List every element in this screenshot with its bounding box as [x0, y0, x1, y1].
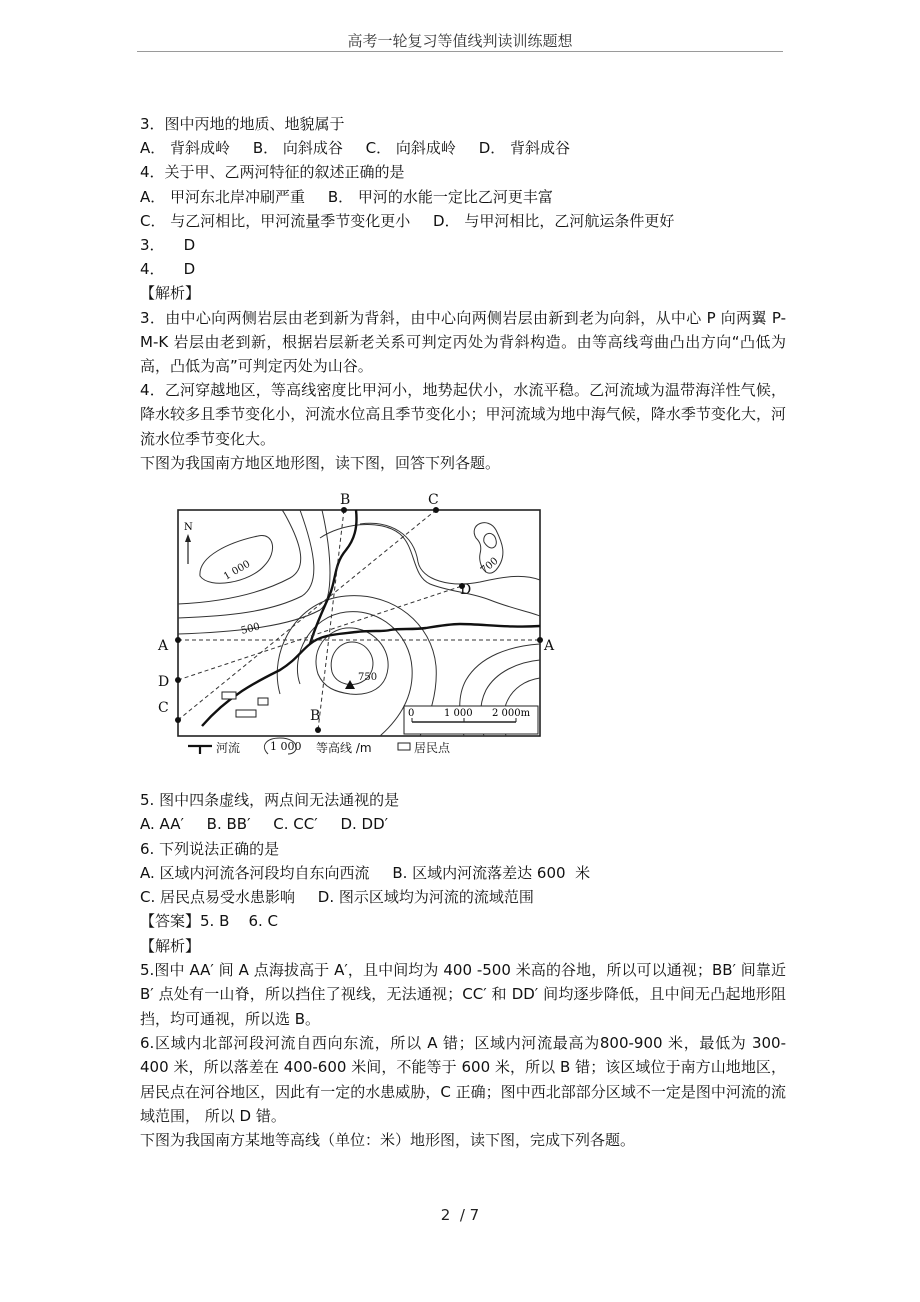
option-d: D. DD′	[340, 815, 389, 834]
option-b: B． 向斜成谷	[252, 139, 343, 158]
river-branch	[310, 510, 357, 644]
header-divider	[137, 51, 783, 52]
legend-contour: 等高线 /m	[316, 741, 372, 755]
page-number: 2 / 7	[440, 1206, 480, 1224]
scale-0: 0	[408, 708, 415, 719]
option-d: D． 与甲河相比，乙河航运条件更好	[433, 211, 675, 230]
option-b: B. BB′	[206, 815, 251, 834]
option-b: B． 甲河的水能一定比乙河更丰富	[327, 187, 553, 206]
scale-1000: 1 000	[444, 708, 473, 719]
label-d: D	[158, 674, 170, 690]
settlements	[222, 692, 268, 717]
option-a: A. 区域内河流各河段均自东向西流	[140, 863, 370, 882]
option-c: C. 居民点易受水患影响	[140, 888, 296, 907]
option-d: D. 图示区域均为河流的流域范围	[317, 888, 534, 907]
answer-4: 4． D	[140, 260, 196, 279]
contour-labels	[222, 556, 501, 683]
explanation-6: 6.区域内北部河段河流自西向东流，所以 A 错；区域内河流最高为800-900 米，最低为 300-400 米，所以落差在 400-600 米间，不能等于 600 米，所以 B 错；该区域位于南方山地地区，居民点在河谷地区，因此有一定的水患威胁，C 正确；图中西北部部分区域不一定是图中河流的流域范围， 所以 D 错。	[140, 1033, 786, 1125]
question-4-options-row1	[140, 185, 786, 209]
legend-river: 河流	[216, 741, 241, 755]
question-4: 4．关于甲、乙两河特征的叙述正确的是	[140, 163, 405, 182]
label-d-prime: D	[460, 582, 472, 598]
label-a-prime: A	[544, 638, 555, 654]
analysis-heading: 【解析】	[140, 284, 201, 303]
label-750: 750	[358, 672, 378, 683]
section-2	[140, 788, 786, 1152]
north-label: N	[184, 522, 193, 533]
option-a: A． 背斜成岭	[140, 139, 231, 158]
river-legend-icon	[188, 746, 212, 754]
label-500: 500	[239, 621, 262, 637]
question-3-options	[140, 136, 786, 160]
label-1000: 1 000	[222, 558, 253, 583]
north-arrow-icon	[184, 522, 193, 564]
question-6: 6. 下列说法正确的是	[140, 839, 280, 858]
question-6-options-row1	[140, 861, 786, 885]
question-4-options-row2	[140, 209, 786, 233]
explanation-5: 5.图中 AA′ 间 A 点海拔高于 A′，且中间均为 400 -500 米高的谷地，所以可以通视；BB′ 间靠近 B′ 点处有一山脊，所以挡住了视线，无法通视；CC′ 和 DD′ 间均逐步降低，且中间无凸起地形阻挡，均可通视，所以选 B。	[140, 961, 786, 1028]
page-header: 高考一轮复习等值线判读训练题想	[347, 32, 573, 50]
figure-intro: 下图为我国南方地区地形图，读下图，回答下列各题。	[140, 453, 501, 472]
explanation-4: 4．乙河穿越地区，等高线密度比甲河小，地势起伏小，水流平稳。乙河流域为温带海洋性气候，降水较多且季节变化小，河流水位高且季节变化小；甲河流域为地中海气候，降水季节变化大，河流水位季节变化大。	[140, 381, 786, 448]
question-6-options-row2	[140, 885, 786, 909]
label-700: 700	[478, 555, 501, 577]
settlement-legend-icon	[398, 743, 410, 750]
section-1	[140, 112, 786, 475]
explanation-3: 3．由中心向两侧岩层由老到新为背斜，由中心向两侧岩层由新到老为向斜，从中心 P 向两翼 P-M-K 岩层由老到新，根据岩层新老关系可判定丙处为背斜构造。由等高线弯曲凸出方向“凸低为高，凸低为高”可判定丙处为山谷。	[140, 308, 786, 376]
scale-2000: 2 000m	[492, 708, 531, 719]
next-figure-intro: 下图为我国南方某地等高线（单位：米）地形图，读下图，完成下列各题。	[140, 1131, 636, 1150]
label-c-prime: C	[158, 700, 169, 716]
option-c: C. CC′	[273, 815, 318, 834]
option-a: A. AA′	[140, 815, 184, 834]
question-5: 5. 图中四条虚线，两点间无法通视的是	[140, 791, 400, 809]
contour-lines	[178, 510, 540, 736]
line-cc	[178, 510, 436, 720]
question-5-options	[140, 812, 786, 836]
option-b: B. 区域内河流落差达 600 米	[392, 863, 591, 882]
answer-3: 3． D	[140, 236, 196, 255]
option-c: C． 与乙河相比，甲河流量季节变化更小	[140, 211, 411, 230]
line-bb	[318, 510, 344, 730]
option-a: A． 甲河东北岸冲刷严重	[140, 187, 306, 206]
label-c: C	[428, 492, 439, 508]
topographic-map	[150, 484, 555, 762]
legend-settlement: 居民点	[414, 741, 451, 755]
analysis-heading: 【解析】	[140, 936, 201, 955]
label-b-prime: B	[310, 708, 321, 724]
option-c: C． 向斜成岭	[365, 139, 456, 158]
label-a: A	[158, 638, 169, 654]
scale-bar	[404, 706, 538, 734]
question-3: 3．图中丙地的地质、地貌属于	[140, 115, 345, 133]
answer-line: 【答案】5. B 6. C	[140, 912, 278, 931]
option-d: D． 背斜成谷	[478, 139, 571, 158]
legend-contour-value: 1 000	[270, 740, 302, 753]
label-b: B	[340, 492, 351, 508]
legend	[188, 738, 451, 755]
